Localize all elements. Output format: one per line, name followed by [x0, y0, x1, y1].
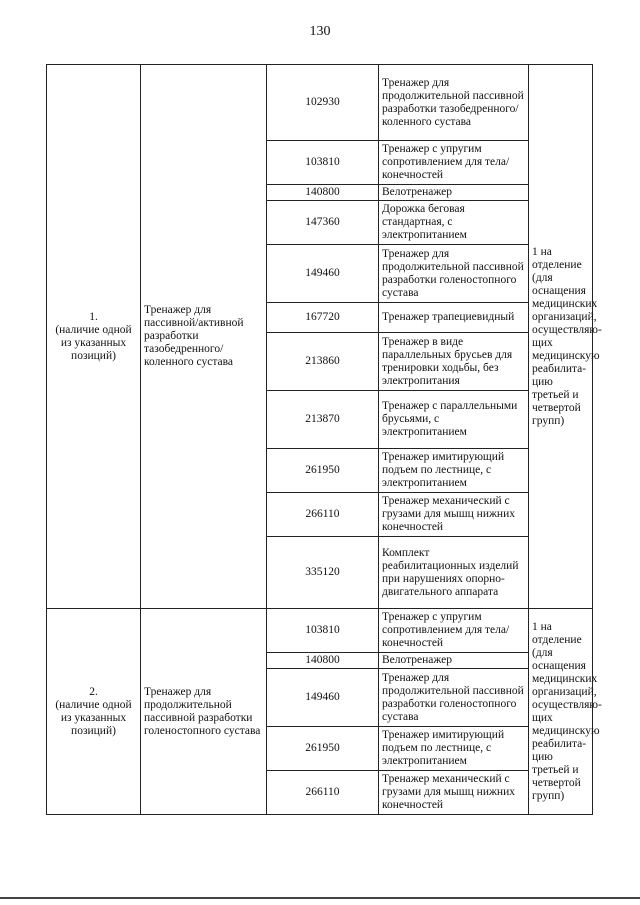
page-number: 130: [309, 24, 331, 39]
section-condition: (наличие одной из указанных позиций): [55, 323, 132, 362]
section-condition: (наличие одной из указанных позиций): [55, 698, 132, 737]
item-code: 103810: [267, 141, 379, 185]
item-code: 213870: [267, 391, 379, 449]
item-code: 140800: [267, 653, 379, 669]
item-code: 102930: [267, 65, 379, 141]
item-code: 261950: [267, 449, 379, 493]
item-code: 167720: [267, 303, 379, 333]
section-number-cell: [47, 609, 141, 815]
item-name: Тренажер имитирующий подъем по лестнице, с электропитанием: [379, 449, 529, 493]
item-name: Тренажер для продолжительной пассивной разработки голеностопного сустава: [379, 245, 529, 303]
table-row: [47, 65, 593, 141]
item-code: 147360: [267, 201, 379, 245]
item-name: Тренажер в виде параллельных брусьев для тренировки ходьбы, без электропитания: [379, 333, 529, 391]
item-name: Тренажер имитирующий подъем по лестнице, с электропитанием: [379, 727, 529, 771]
item-name: Дорожка беговая стандартная, с электропитанием: [379, 201, 529, 245]
section-number-cell: [47, 65, 141, 609]
bottom-rule: [0, 897, 640, 899]
quantity-requirement: 1 на отделение (для оснащения медицинских организаций, осуществляю- щих медицинскую реабилита- цию третьей и четвертой групп): [529, 65, 593, 609]
section-number: 1.: [89, 310, 98, 323]
table-row: [47, 609, 593, 653]
item-name: Тренажер трапециевидный: [379, 303, 529, 333]
item-name: Тренажер для продолжительной пассивной разработки голеностопного сустава: [379, 669, 529, 727]
item-name: Тренажер с упругим сопротивлением для тела/конечностей: [379, 609, 529, 653]
item-code: 140800: [267, 185, 379, 201]
item-code: 261950: [267, 727, 379, 771]
item-name: Комплект реабилитационных изделий при нарушениях опорно-двигательного аппарата: [379, 537, 529, 609]
quantity-requirement: 1 на отделение (для оснащения медицинских организаций, осуществляю- щих медицинскую реабилита- цию третьей и четвертой групп): [529, 609, 593, 815]
item-name: Тренажер для продолжительной пассивной разработки тазобедренного/ коленного сустава: [379, 65, 529, 141]
item-name: Велотренажер: [379, 653, 529, 669]
item-name: Тренажер механический с грузами для мышц нижних конечностей: [379, 493, 529, 537]
item-code: 335120: [267, 537, 379, 609]
item-name: Тренажер с упругим сопротивлением для тела/конечностей: [379, 141, 529, 185]
item-name: Велотренажер: [379, 185, 529, 201]
item-code: 103810: [267, 609, 379, 653]
item-name: Тренажер с параллельными брусьями, с электропитанием: [379, 391, 529, 449]
item-code: 213860: [267, 333, 379, 391]
device-name: Тренажер для пассивной/активной разработки тазобедренного/ коленного сустава: [141, 65, 267, 609]
item-name: Тренажер механический с грузами для мышц нижних конечностей: [379, 771, 529, 815]
equipment-table: [46, 64, 602, 815]
item-code: 266110: [267, 493, 379, 537]
device-name: Тренажер для продолжительной пассивной разработки голеностопного сустава: [141, 609, 267, 815]
item-code: 149460: [267, 669, 379, 727]
item-code: 149460: [267, 245, 379, 303]
item-code: 266110: [267, 771, 379, 815]
section-number: 2.: [89, 685, 98, 698]
